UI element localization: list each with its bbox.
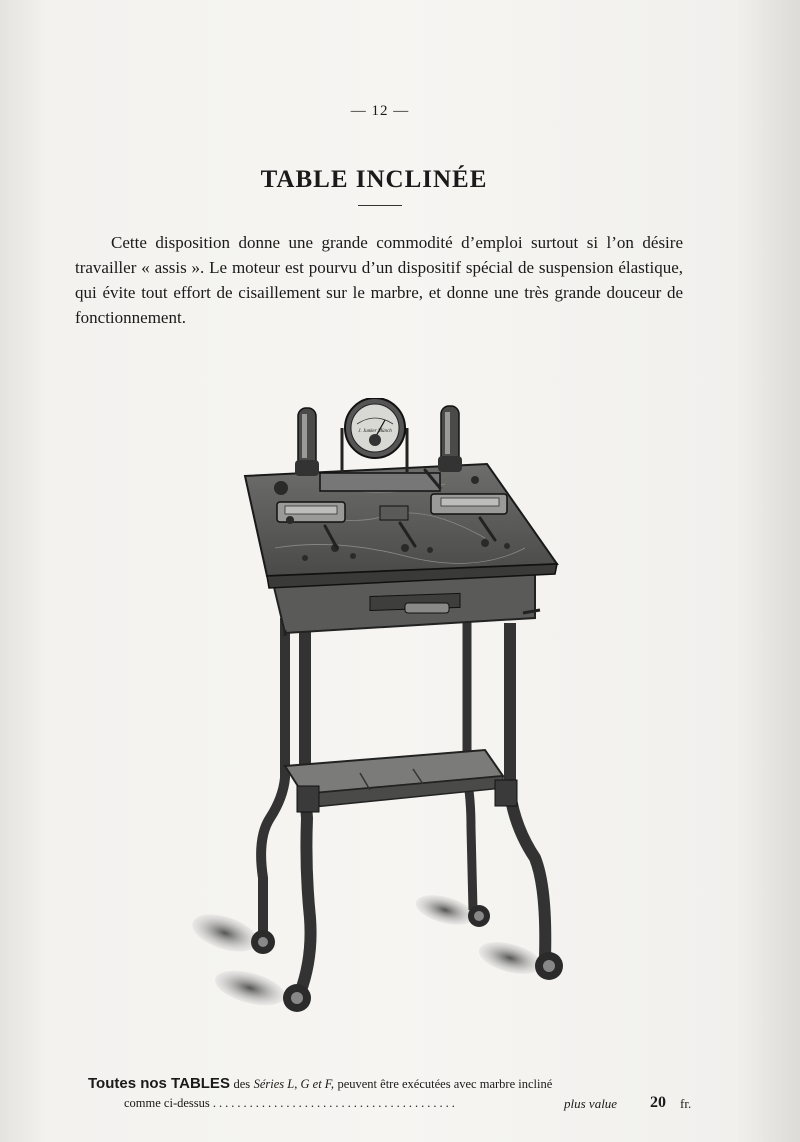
gauge-dial [342,398,407,472]
title-rule [358,205,402,206]
intro-paragraph: Cette disposition donne une grande commodité d’emploi surtout si l’on désire travailler « assis ». Le moteur est pourvu d’un dispositif spécial de suspension élastique, qui évite tout effort de cisaillement sur le marbre, et donne une très grande douceur de fonctionnement. [75,233,683,327]
footer-price-note [88,1073,708,1120]
gauge-label: J. Junker Münch [358,429,392,434]
footer-line-2 [124,1096,708,1120]
footer-series: Séries L, G et F, [253,1077,334,1091]
footer-comme: comme ci-dessus [124,1096,210,1110]
inclined-table-illustration [185,398,575,1023]
plus-value-label: plus value [564,1096,618,1111]
footer-leader-dots: ........................................ [212,1096,458,1110]
footer-line-1 [88,1073,708,1096]
floor-shadows [188,890,545,1012]
footer-des: des [233,1077,251,1091]
lower-shelf [285,750,517,812]
page-title: TABLE INCLINÉE [260,166,488,193]
price-unit: fr. [680,1096,692,1111]
footer-rest: peuvent être exécutées avec marbre incliné [337,1077,553,1091]
footer-bold-text: Toutes nos TABLES [88,1075,230,1092]
page-number: — 12 — [350,103,410,119]
price-value: 20 [650,1094,666,1111]
